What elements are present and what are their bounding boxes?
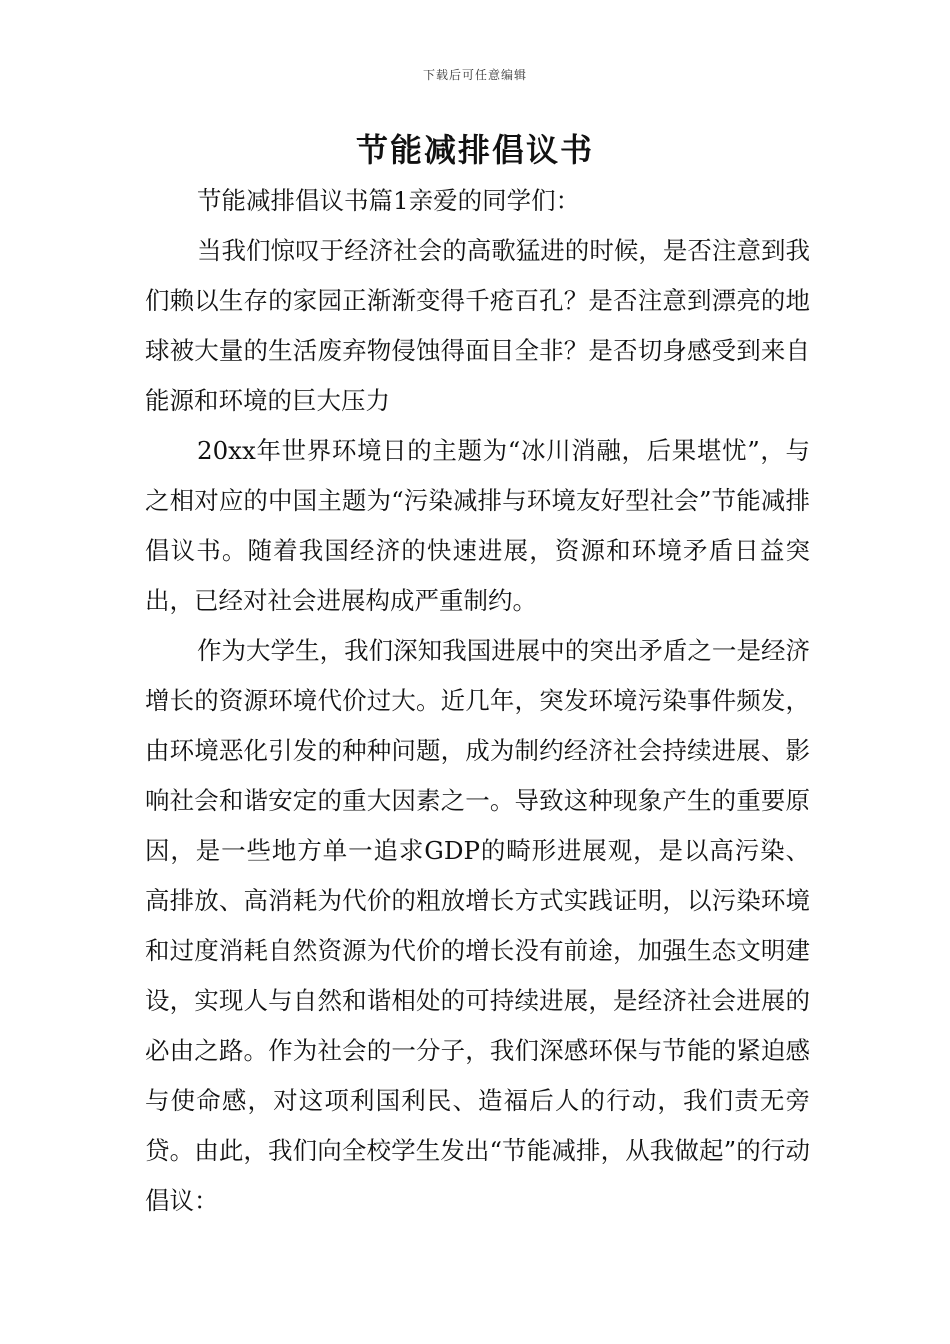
paragraph-intro: 当我们惊叹于经济社会的高歌猛进的时候，是否注意到我们赖以生存的家园正渐渐变得千疮百孔？是否注意到漂亮的地球被大量的生活废弃物侵蚀得面目全非？是否切身感受到来自能源和环境的巨大压力: [145, 236, 810, 415]
paragraph-environment-day: 20xx年世界环境日的主题为“冰川消融，后果堪忧”，与之相对应的中国主题为“污染减排与环境友好型社会”节能减排倡议书。随着我国经济的快速进展，资源和环境矛盾日益突出，已经对社会进展构成严重制约。: [145, 436, 810, 615]
paragraph-salutation: 节能减排倡议书篇1亲爱的同学们：: [197, 186, 581, 215]
document-title: 节能减排倡议书: [355, 131, 594, 169]
page-header-note: 下载后可任意编辑: [422, 68, 527, 82]
document-body: [145, 176, 810, 1226]
paragraph-students-initiative: 作为大学生，我们深知我国进展中的突出矛盾之一是经济增长的资源环境代价过大。近几年，突发环境污染事件频发，由环境恶化引发的种种问题，成为制约经济社会持续进展、影响社会和谐安定的重大因素之一。导致这种现象产生的重要原因，是一些地方单一追求GDP的畸形进展观，是以高污染、高排放、高消耗为代价的粗放增长方式实践证明，以污染环境和过度消耗自然资源为代价的增长没有前途，加强生态文明建设，实现人与自然和谐相处的可持续进展，是经济社会进展的必由之路。作为社会的一分子，我们深感环保与节能的紧迫感与使命感，对这项利国利民、造福后人的行动，我们责无旁贷。由此，我们向全校学生发出“节能减排，从我做起”的行动倡议：: [145, 636, 810, 1215]
